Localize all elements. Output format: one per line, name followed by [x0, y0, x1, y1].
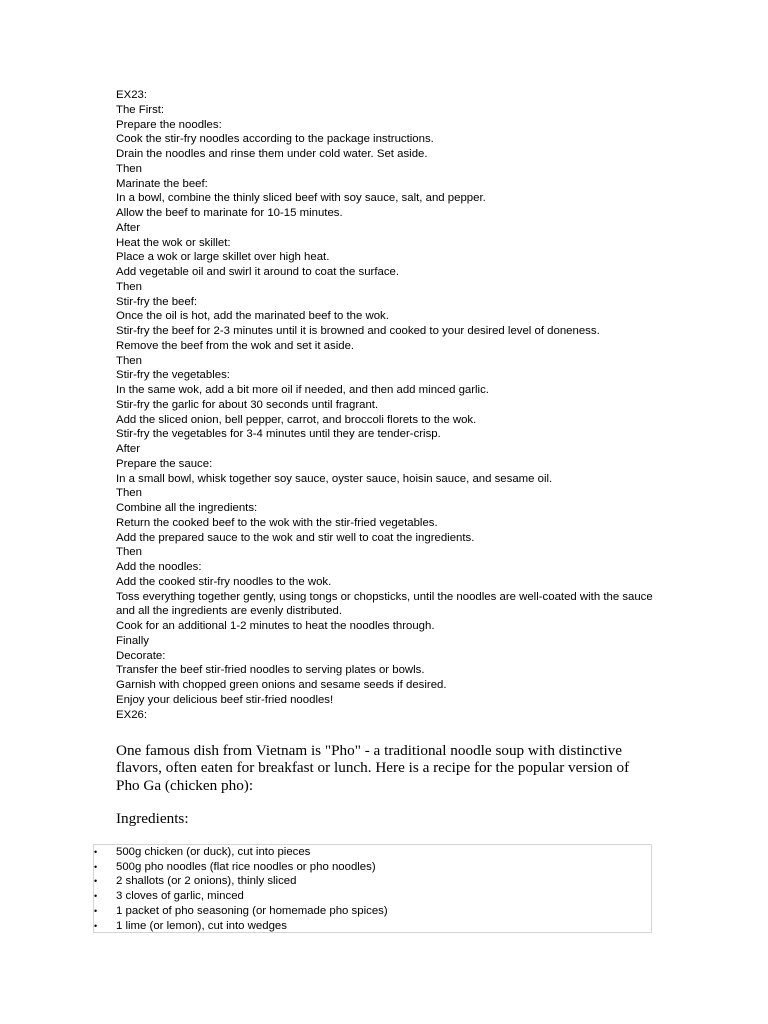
ingredients-table	[93, 844, 652, 933]
step-line: In a bowl, combine the thinly sliced beef with soy sauce, salt, and pepper.	[116, 192, 486, 205]
step-line: Add the cooked stir-fry noodles to the wok.	[116, 575, 332, 588]
step-line: Stir-fry the garlic for about 30 seconds until fragrant.	[116, 398, 379, 411]
bullet-icon: •	[94, 876, 98, 887]
ingredient-item	[94, 904, 651, 919]
section-label-ex26: EX26:	[116, 708, 148, 721]
pho-intro-paragraph: One famous dish from Vietnam is "Pho" - a traditional noodle soup with distinctive flavors, often eaten for breakfast or lunch. Here is a recipe for the popular version of Pho Ga (chicken pho):	[116, 742, 630, 794]
step-heading: Stir-fry the beef:	[116, 295, 198, 308]
ingredient-text: 500g pho noodles (flat rice noodles or pho noodles)	[116, 860, 376, 873]
step-transition: Then	[116, 280, 142, 293]
step-line: Add vegetable oil and swirl it around to coat the surface.	[116, 266, 400, 278]
ingredient-text: 500g chicken (or duck), cut into pieces	[116, 846, 311, 858]
ingredient-text: 3 cloves of garlic, minced	[116, 890, 244, 903]
step-heading: Combine all the ingredients:	[116, 502, 258, 514]
step-heading: Stir-fry the vegetables:	[116, 369, 230, 382]
step-transition: Then	[116, 162, 142, 175]
bullet-icon: •	[94, 861, 98, 872]
step-line: Return the cooked beef to the wok with the stir-fried vegetables.	[116, 516, 438, 529]
ingredient-text: 1 packet of pho seasoning (or homemade pho spices)	[116, 904, 388, 917]
ingredient-item	[94, 874, 651, 889]
ingredients-list	[94, 845, 651, 933]
ingredient-item	[94, 845, 651, 860]
ingredient-item	[94, 889, 651, 904]
step-line: Place a wok or large skillet over high heat.	[116, 251, 330, 264]
step-heading: Prepare the sauce:	[116, 457, 213, 470]
ingredient-text: 2 shallots (or 2 onions), thinly sliced	[116, 875, 297, 888]
ingredient-item	[94, 860, 651, 875]
step-heading: Add the noodles:	[116, 561, 202, 573]
ingredient-item	[94, 919, 651, 934]
step-line: Remove the beef from the wok and set it aside.	[116, 339, 355, 352]
step-transition: Then	[116, 354, 142, 367]
bullet-icon: •	[94, 847, 98, 857]
step-transition: After	[116, 221, 141, 234]
step-line: Stir-fry the beef for 2-3 minutes until it is browned and cooked to your desired level of doneness.	[116, 325, 600, 337]
step-line: Cook the stir-fry noodles according to the package instructions.	[116, 133, 434, 146]
bullet-icon: •	[94, 905, 98, 916]
step-line: In a small bowl, whisk together soy sauce, oyster sauce, hoisin sauce, and sesame oil.	[116, 472, 553, 485]
step-transition: After	[116, 443, 141, 455]
step-line: Enjoy your delicious beef stir-fried noodles!	[116, 693, 334, 706]
step-line: Allow the beef to marinate for 10-15 minutes.	[116, 207, 343, 219]
step-line: Drain the noodles and rinse them under cold water. Set aside.	[116, 148, 428, 160]
step-heading: Marinate the beef:	[116, 177, 208, 190]
step-transition: Then	[116, 487, 142, 500]
step-line: Stir-fry the vegetables for 3-4 minutes until they are tender-crisp.	[116, 428, 441, 441]
step-heading: Prepare the noodles:	[116, 118, 222, 131]
bullet-icon: •	[94, 891, 98, 902]
step-transition: Finally	[116, 634, 149, 647]
bullet-icon: •	[94, 920, 98, 931]
step-line: Toss everything together gently, using tongs or chopsticks, until the noodles are well-coated with the sauce and all the ingredients are evenly distributed.	[116, 590, 653, 618]
step-line: The First:	[116, 103, 165, 116]
recipe-steps	[116, 88, 676, 722]
step-line: In the same wok, add a bit more oil if needed, and then add minced garlic.	[116, 384, 489, 396]
step-line: Cook for an additional 1-2 minutes to heat the noodles through.	[116, 620, 435, 632]
step-heading: Heat the wok or skillet:	[116, 236, 231, 249]
step-line: Add the prepared sauce to the wok and stir well to coat the ingredients.	[116, 531, 475, 544]
step-line: Transfer the beef stir-fried noodles to serving plates or bowls.	[116, 664, 425, 677]
ingredient-text: 1 lime (or lemon), cut into wedges	[116, 919, 287, 932]
section-label-ex23: EX23:	[116, 89, 148, 101]
step-line: Add the sliced onion, bell pepper, carrot, and broccoli florets to the wok.	[116, 413, 477, 426]
step-line: Garnish with chopped green onions and sesame seeds if desired.	[116, 679, 447, 691]
ingredients-heading: Ingredients:	[116, 810, 189, 827]
step-transition: Then	[116, 546, 142, 559]
step-heading: Decorate:	[116, 649, 166, 662]
step-line: Once the oil is hot, add the marinated beef to the wok.	[116, 310, 389, 323]
